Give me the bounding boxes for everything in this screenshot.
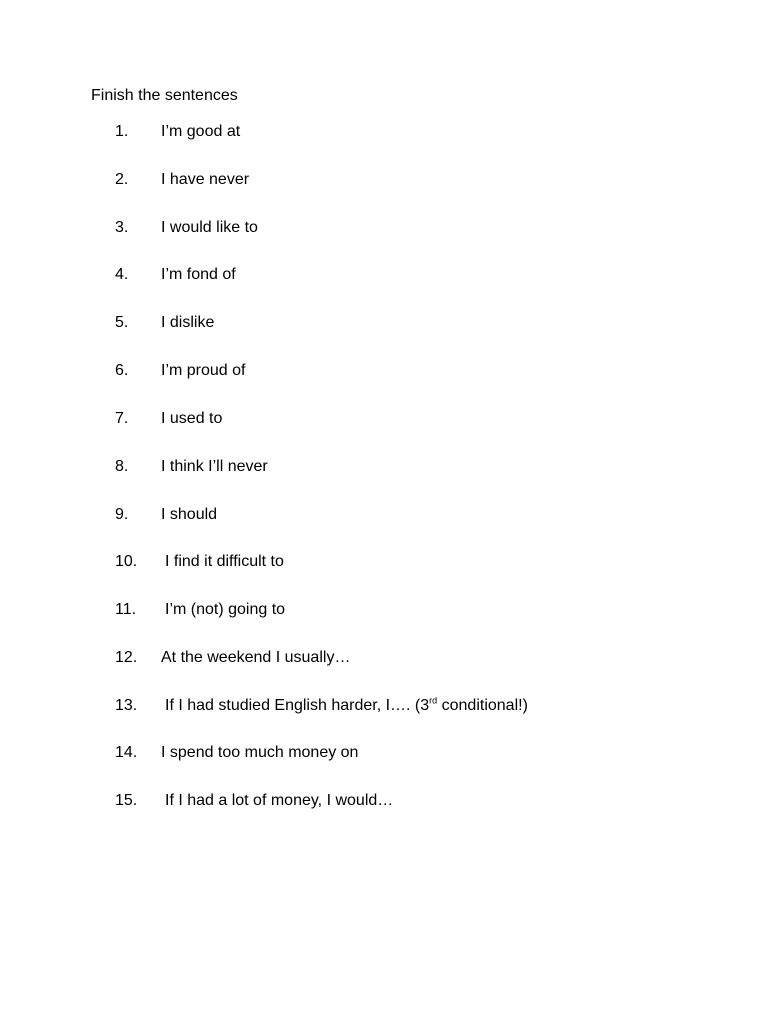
- ordinal-superscript: rd: [429, 695, 438, 706]
- item-text: I’m (not) going to: [165, 601, 286, 618]
- item-text: I spend too much money on: [161, 744, 359, 761]
- item-number: 12.: [115, 649, 138, 666]
- item-text: At the weekend I usually…: [161, 649, 351, 666]
- item-number: 6.: [115, 362, 129, 379]
- item-text: I find it difficult to: [165, 553, 284, 570]
- item-text-main: If I had studied English harder, I…. (3: [165, 697, 430, 714]
- item-text: I’m good at: [161, 123, 241, 140]
- item-text-tail: conditional!): [437, 697, 528, 714]
- item-number: 11.: [115, 601, 137, 618]
- item-number: 1.: [115, 123, 129, 140]
- item-text: [165, 696, 528, 716]
- item-number: 4.: [115, 266, 129, 283]
- item-text: I used to: [161, 410, 223, 427]
- item-text: I think I’ll never: [161, 458, 268, 475]
- item-number: 2.: [115, 171, 129, 188]
- item-number: 10.: [115, 553, 138, 570]
- item-number: 9.: [115, 506, 129, 523]
- item-number: 5.: [115, 314, 129, 331]
- item-text: I’m proud of: [161, 362, 246, 379]
- item-number: 7.: [115, 410, 129, 427]
- item-number: 15.: [115, 792, 138, 809]
- item-number: 14.: [115, 744, 138, 761]
- item-text: I would like to: [161, 219, 258, 236]
- item-number: 3.: [115, 219, 129, 236]
- item-text: I’m fond of: [161, 266, 236, 283]
- item-number: 8.: [115, 458, 129, 475]
- page-title: Finish the sentences: [91, 87, 238, 104]
- item-text: I should: [161, 506, 218, 523]
- item-text: I have never: [161, 171, 250, 188]
- item-number: 13.: [115, 697, 138, 714]
- item-text: I dislike: [161, 314, 215, 331]
- item-text: If I had a lot of money, I would…: [165, 792, 394, 809]
